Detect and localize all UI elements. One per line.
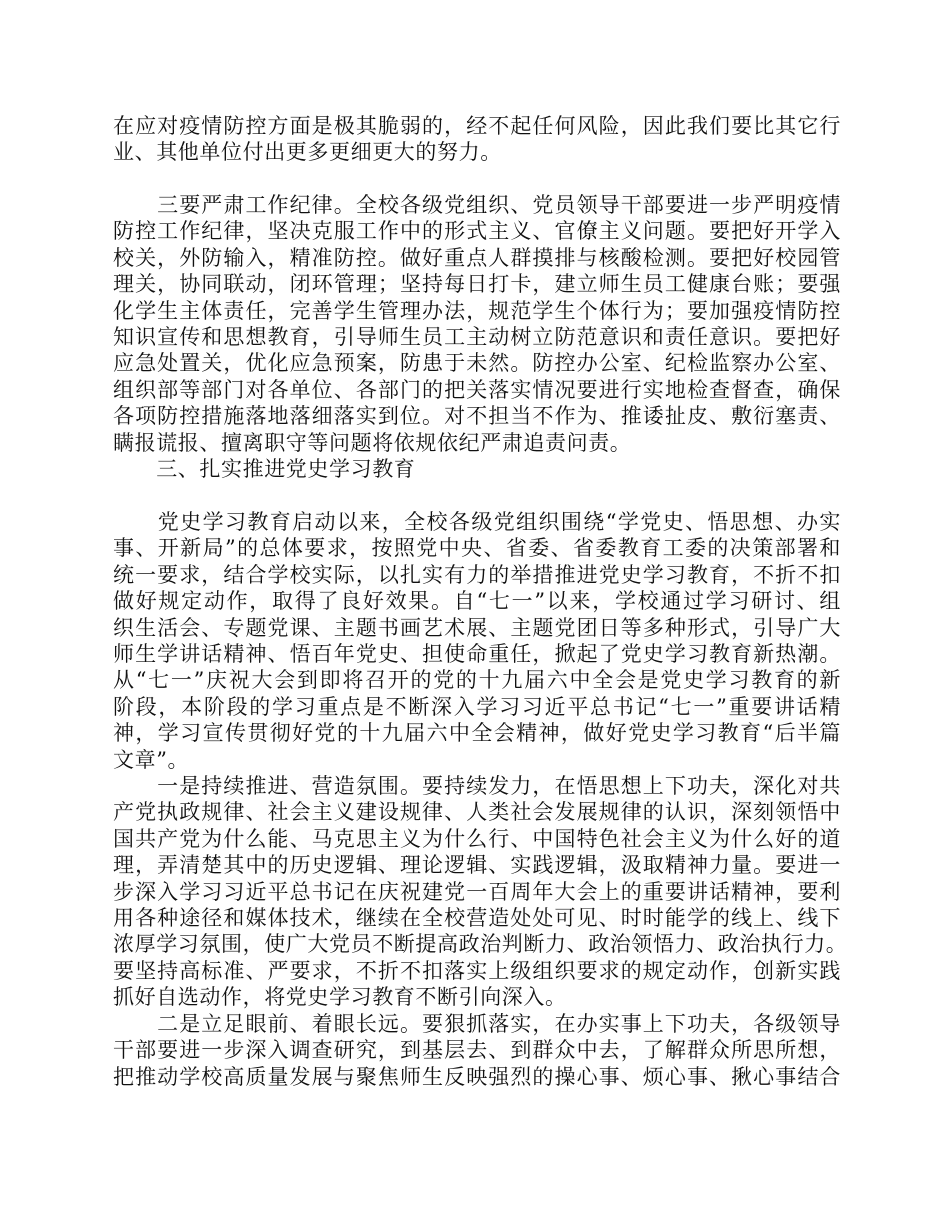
- text-line: 防控工作纪律，坚决克服工作中的形式主义、官僚主义问题。要把好开学入: [113, 219, 841, 244]
- text-line: 理关，协同联动，闭环管理；坚持每日打卡，建立师生员工健康台账；要强: [113, 272, 841, 297]
- text-line: 统一要求，结合学校实际，以扎实有力的举措推进党史学习教育，不折不扣: [113, 562, 841, 587]
- text-line: 瞒报谎报、擅离职守等问题将依规依纪严肃追责问责。: [113, 430, 632, 455]
- text-line: 一是持续推进、营造氛围。要持续发力，在悟思想上下功夫，深化对共: [113, 774, 841, 798]
- text-line: 做好规定动作，取得了良好效果。自“七一”以来，学校通过学习研讨、组: [113, 589, 841, 614]
- text-line: 各项防控措施落地落细落实到位。对不担当不作为、推诿扯皮、敷衍塞责、: [113, 404, 841, 429]
- text-line: 事、开新局”的总体要求，按照党中央、省委、省委教育工委的决策部署和: [113, 536, 841, 561]
- text-line: 从“七一”庆祝大会到即将召开的党的十九届六中全会是党史学习教育的新: [113, 668, 841, 693]
- text-line: 干部要进一步深入调查研究，到基层去、到群众中去，了解群众所思所想，: [113, 1038, 841, 1063]
- paragraph-4: [113, 509, 841, 773]
- paragraph-2: [113, 192, 841, 456]
- text-line: 抓好自选动作，将党史学习教育不断引向深入。: [113, 985, 567, 1010]
- text-line: 党史学习教育启动以来，全校各级党组织围绕“学党史、悟思想、办实: [113, 510, 841, 534]
- text-line: 师生学讲话精神、悟百年党史、担使命重任，掀起了党史学习教育新热潮。: [113, 641, 841, 666]
- text-line: 知识宣传和思想教育，引导师生员工主动树立防范意识和责任意识。要把好: [113, 324, 841, 349]
- text-line: 产党执政规律、社会主义建设规律、人类社会发展规律的认识，深刻领悟中: [113, 800, 841, 825]
- text-line: 在应对疫情防控方面是极其脆弱的，经不起任何风险，因此我们要比其它行: [113, 114, 841, 138]
- text-line: 校关，外防输入，精准防控。做好重点人群摸排与核酸检测。要把好校园管: [113, 245, 841, 270]
- text-line: 三要严肃工作纪律。全校各级党组织、党员领导干部要进一步严明疫情: [113, 193, 841, 217]
- text-line: 业、其他单位付出更多更细更大的努力。: [113, 140, 502, 165]
- text-line: 理，弄清楚其中的历史逻辑、理论逻辑、实践逻辑，汲取精神力量。要进一: [113, 853, 841, 878]
- text-line: 把推动学校高质量发展与聚焦师生反映强烈的操心事、烦心事、揪心事结合: [113, 1064, 841, 1089]
- text-line: 阶段，本阶段的学习重点是不断深入学习习近平总书记“七一”重要讲话精: [113, 694, 841, 719]
- text-line: 化学生主体责任，完善学生管理办法，规范学生个体行为；要加强疫情防控: [113, 298, 841, 323]
- text-line: 国共产党为什么能、马克思主义为什么行、中国特色社会主义为什么好的道: [113, 826, 841, 851]
- text-line: 步深入学习习近平总书记在庆祝建党一百周年大会上的重要讲话精神，要利: [113, 879, 841, 904]
- text-line: 浓厚学习氛围，使广大党员不断提高政治判断力、政治领悟力、政治执行力。: [113, 932, 848, 957]
- text-line: 织生活会、专题党课、主题书画艺术展、主题党团日等多种形式，引导广大: [113, 615, 841, 640]
- text-line: 三、扎实推进党史学习教育: [113, 457, 416, 481]
- paragraph-5: [113, 773, 848, 1011]
- text-line: 应急处置关，优化应急预案，防患于未然。防控办公室、纪检监察办公室、: [113, 351, 841, 376]
- text-line: 神，学习宣传贯彻好党的十九届六中全会精神，做好党史学习教育“后半篇: [113, 721, 841, 746]
- section-heading: [113, 456, 841, 482]
- text-line: 二是立足眼前、着眼长远。要狠抓落实，在办实事上下功夫，各级领导: [113, 1012, 841, 1036]
- text-line: 用各种途径和媒体技术，继续在全校营造处处可见、时时能学的线上、线下: [113, 905, 841, 930]
- text-line: 要坚持高标准、严要求，不折不扣落实上级组织要求的规定动作，创新实践: [113, 958, 841, 983]
- paragraph-1: [113, 113, 841, 166]
- text-line: 文章”。: [113, 747, 190, 772]
- text-line: 组织部等部门对各单位、各部门的把关落实情况要进行实地检查督查，确保: [113, 377, 841, 402]
- paragraph-6: [113, 1011, 841, 1090]
